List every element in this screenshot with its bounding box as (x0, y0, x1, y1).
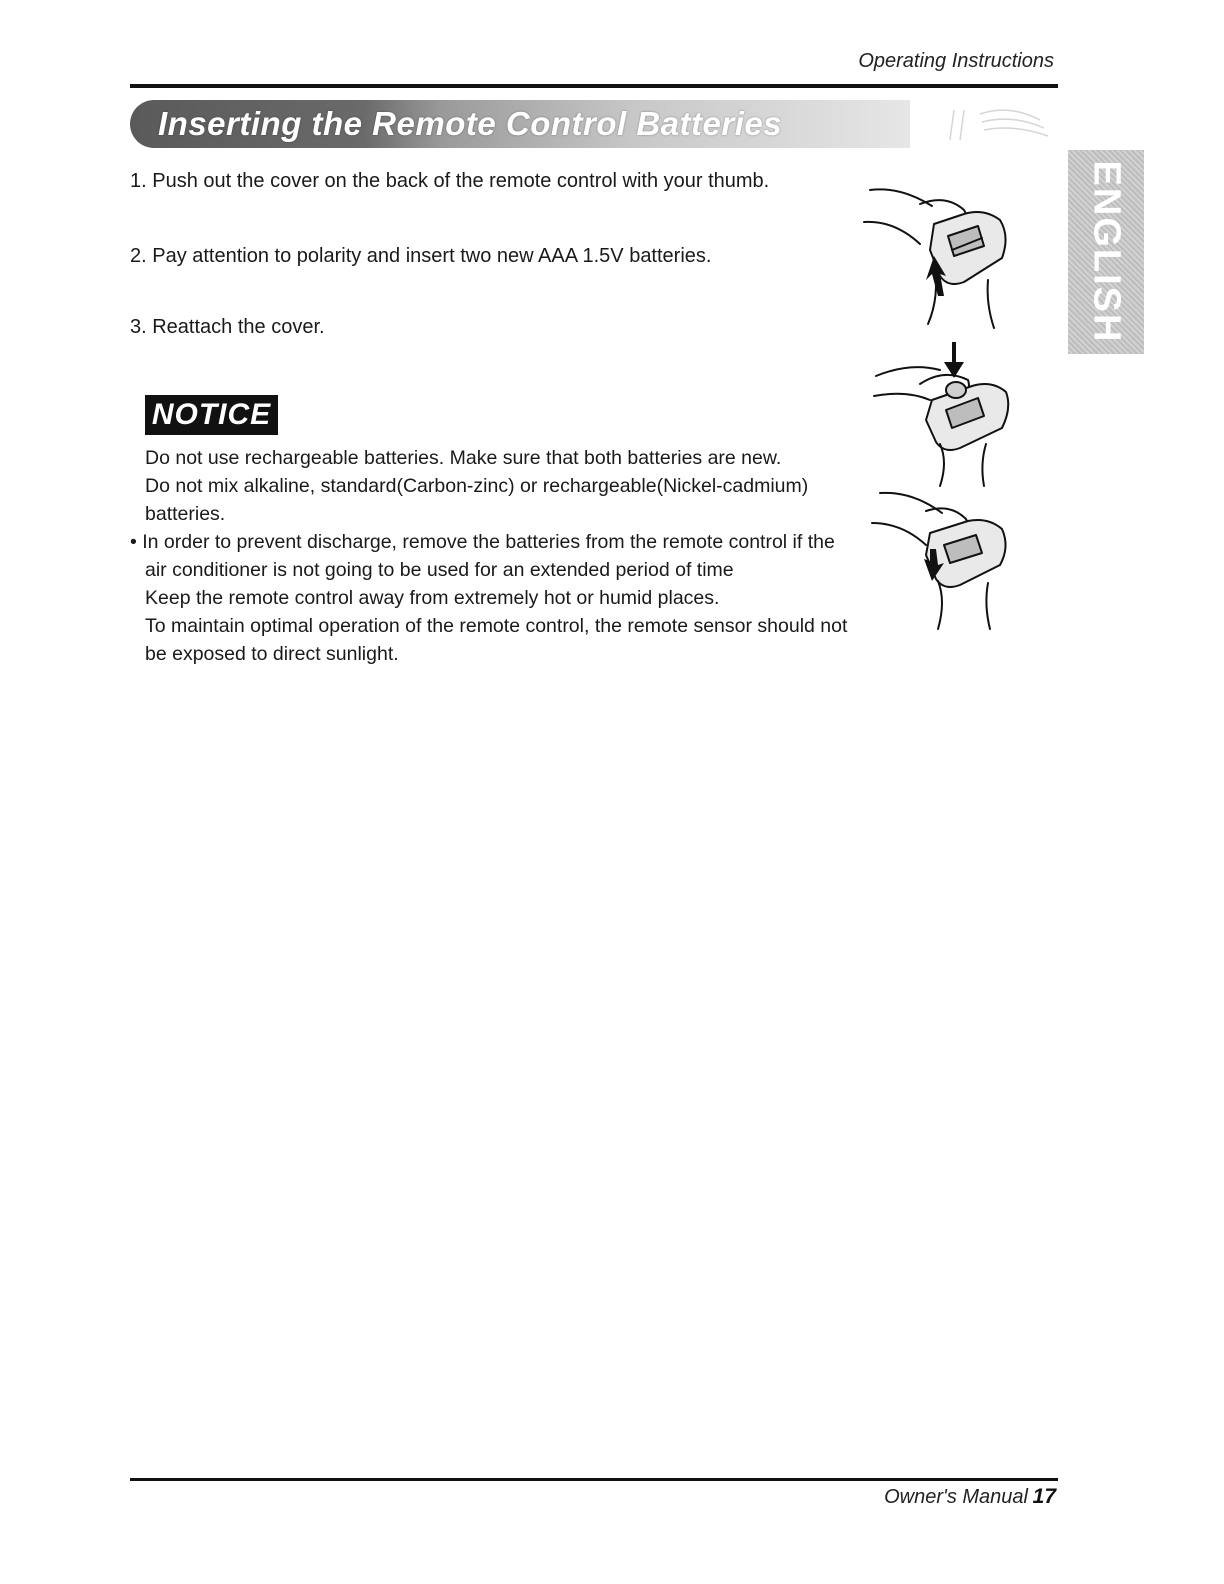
battery-insertion-illustration (860, 340, 1020, 490)
down-arrow-icon (944, 342, 964, 378)
step-1: 1. Push out the cover on the back of the remote control with your thumb. (130, 170, 770, 192)
running-head: Operating Instructions (858, 50, 1054, 72)
footer-label: Owner's Manual (884, 1486, 1028, 1508)
bottom-rule (130, 1478, 1058, 1481)
notice-line: To maintain optimal operation of the remote control, the remote sensor should not be exposed to direct sunlight. (145, 615, 848, 665)
notice-line: Keep the remote control away from extremely hot or humid places. (145, 587, 720, 609)
notice-body (130, 444, 850, 668)
notice-line: Do not use rechargeable batteries. Make sure that both batteries are new. (145, 447, 782, 469)
title-band-decoration (940, 100, 1060, 148)
step-3: 3. Reattach the cover. (130, 316, 325, 338)
side-tab-label: ENGLISH (1085, 160, 1128, 344)
notice-badge: NOTICE (145, 395, 278, 435)
step-2: 2. Pay attention to polarity and insert two new AAA 1.5V batteries. (130, 245, 712, 267)
section-title: Inserting the Remote Control Batteries (158, 105, 783, 142)
remote-cover-removal-illustration (860, 180, 1020, 340)
notice-bullet: • In order to prevent discharge, remove the batteries from the remote control if the air conditioner is not going to be used for an extended period of time (130, 531, 835, 581)
language-side-tab (1068, 150, 1144, 354)
section-title-band (130, 100, 910, 148)
top-rule (130, 84, 1058, 88)
page-number: 17 (1032, 1485, 1056, 1508)
notice-line: Do not mix alkaline, standard(Carbon-zinc) or rechargeable(Nickel-cadmium) batteries. (145, 475, 809, 525)
cover-reattach-illustration (860, 485, 1020, 635)
